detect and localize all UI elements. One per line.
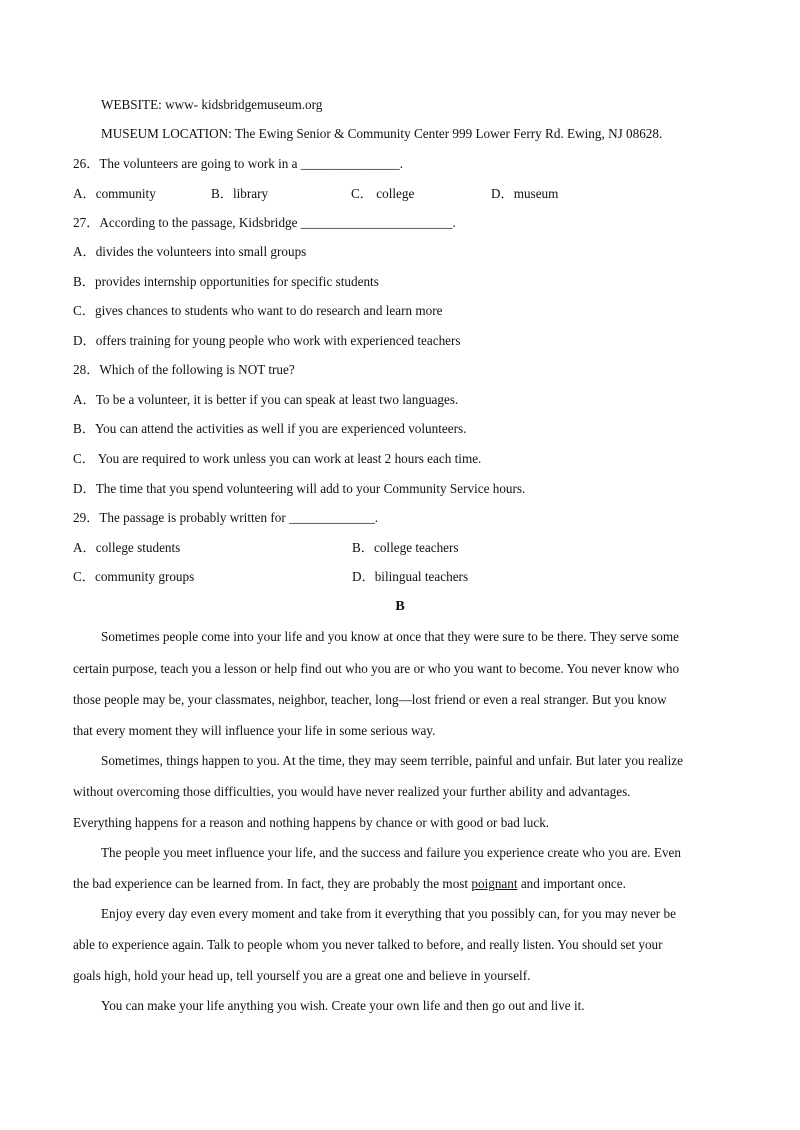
q27-option-c: C．gives chances to students who want to do research and learn more <box>73 303 443 318</box>
q29-option-b: B．college teachers <box>352 540 459 555</box>
p3-text-before: the bad experience can be learned from. In fact, they are probably the most <box>73 876 472 891</box>
q29-option-a: A．college students <box>73 540 181 555</box>
passage-b-p4-line2: able to experience again. Talk to people whom you never talked to before, and really listen. You should set your <box>73 937 663 952</box>
question-27-stem: 27．According to the passage, Kidsbridge _______________________. <box>73 215 456 230</box>
passage-b-p5: You can make your life anything you wish. Create your own life and then go out and live it. <box>101 998 585 1013</box>
underlined-word-poignant: poignant <box>471 876 518 891</box>
passage-b-p3-line1: The people you meet influence your life, and the success and failure you experience create who you are. Even <box>101 845 681 860</box>
question-26-stem: 26．The volunteers are going to work in a _______________. <box>73 156 403 171</box>
q29-option-d: D．bilingual teachers <box>352 569 469 584</box>
q26-option-c: C． college <box>351 186 415 201</box>
passage-b-p2-line3: Everything happens for a reason and nothing happens by chance or with good or bad luck. <box>73 815 550 830</box>
passage-b-p1-line1: Sometimes people come into your life and you know at once that they were sure to be there. They serve some <box>101 629 680 644</box>
passage-b-p1-line3: those people may be, your classmates, neighbor, teacher, long—lost friend or even a real stranger. But you know <box>73 692 667 707</box>
section-b-title: B <box>395 599 405 614</box>
website-line: WEBSITE: www- kidsbridgemuseum.org <box>101 97 323 112</box>
passage-b-p3-line2 <box>73 876 626 892</box>
p3-text-after: and important once. <box>517 876 626 891</box>
passage-b-p1-line4: that every moment they will influence your life in some serious way. <box>73 723 436 738</box>
q28-option-a: A．To be a volunteer, it is better if you can speak at least two languages. <box>73 392 459 407</box>
q28-option-b: B．You can attend the activities as well if you are experienced volunteers. <box>73 421 467 436</box>
q27-option-a: A．divides the volunteers into small groups <box>73 244 307 259</box>
q27-option-d: D．offers training for young people who work with experienced teachers <box>73 333 461 348</box>
passage-b-p4-line1: Enjoy every day even every moment and take from it everything that you possibly can, for you may never be <box>101 906 676 921</box>
passage-b-p2-line2: without overcoming those difficulties, you would have never realized your further ability and advantages. <box>73 784 631 799</box>
passage-b-p2-line1: Sometimes, things happen to you. At the time, they may seem terrible, painful and unfair. But later you realize <box>101 753 683 768</box>
q29-option-c: C．community groups <box>73 569 195 584</box>
question-29-stem: 29．The passage is probably written for _____________. <box>73 510 379 525</box>
q26-option-a: A．community <box>73 186 156 201</box>
q27-option-b: B．provides internship opportunities for specific students <box>73 274 379 289</box>
passage-b-p4-line3: goals high, hold your head up, tell yourself you are a great one and believe in yourself. <box>73 968 531 983</box>
passage-b-p1-line2: certain purpose, teach you a lesson or help find out who you are or who you want to become. You never know who <box>73 661 680 676</box>
q26-option-d: D．museum <box>491 186 559 201</box>
q28-option-c: C． You are required to work unless you can work at least 2 hours each time. <box>73 451 482 466</box>
q26-option-b: B．library <box>211 186 269 201</box>
q28-option-d: D．The time that you spend volunteering will add to your Community Service hours. <box>73 481 526 496</box>
question-28-stem: 28．Which of the following is NOT true? <box>73 362 295 377</box>
museum-location-line: MUSEUM LOCATION: The Ewing Senior & Community Center 999 Lower Ferry Rd. Ewing, NJ 08628. <box>101 126 663 141</box>
